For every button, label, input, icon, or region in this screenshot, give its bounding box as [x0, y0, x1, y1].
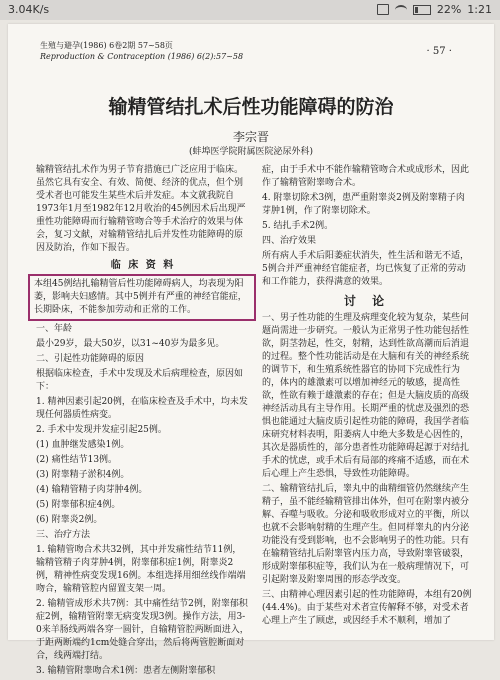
discussion-2: 二、输精管结扎后，睾丸中的曲精细管仍然继续产生精子，虽不能经输精管排出体外，但可在附睾内被分解、吞噬与吸收。分泌和吸收形成对立的平衡，所以也就不会影响射精的生理产生。但同样睾丸的内分泌功能没有受到影响，也不会影响男子的性功能。只有在输精管结扎后附睾管内压力高，导致附睾管破裂，形成附睾郁积症等，我们认为在一般病理情况下，可引起附睾及附睾周围的形态学改变。	[262, 484, 470, 585]
intro-paragraph: 输精管结扎术作为男子节育措施已广泛应用于临床。虽然它具有安全、有效、简便、经济的优点，但个别受术者也可能发生某些术后并发症。本文就我院自1973年1月至1982年12月收治的45例因术后出现严重性功能障碍而行输精管吻合等手术治疗的效果与体会，复习文献，对输精管结扎后并发性功能障碍的原因及防治，作如下报告。	[36, 165, 246, 253]
para-cause-2-5: (5) 附睾郁积症4例。	[36, 500, 121, 510]
section-heading-clinical: 临 床 资 料	[110, 260, 176, 271]
para-r5: 所有病人手术后阳萎症状消失，性生活和谐无不适，5例合并严重神经官能症者，均已恢复了正常的劳动和工作能力，获得满意的效果。	[262, 251, 470, 287]
right-column	[262, 164, 472, 630]
clock: 1:21	[467, 3, 492, 16]
para-cause: 根据临床检查，手术中发现及术后病理检查，原因如下：	[36, 369, 244, 392]
left-column	[36, 164, 250, 680]
para-cause-2-4: (4) 输精管精子肉芽肿4例。	[36, 485, 148, 495]
battery-percent: 22%	[436, 3, 462, 16]
para-r2: 4. 附睾切除术3例，患严重附睾炎2例及附睾精子肉芽肿1例，作了附睾切除术。	[262, 193, 465, 216]
section-heading-discussion: 讨 论	[343, 294, 391, 308]
wifi-icon	[395, 5, 407, 15]
para-treatment-1: 1. 输精管吻合术共32例，其中并发痛性结节11例，输精管精子肉芽肿4例，附睾郁积症1例，附睾炎2例，精神性病变发现16例。本组选择用细丝线作端端吻合，输精管腔内留置支架一周。	[36, 545, 246, 594]
discussion-1: 一、男子性功能的生理及病理变化较为复杂，某些问题尚需进一步研究。一般认为正常男子性功能包括性欲，阴茎勃起，性交，射精，达到性欲高潮而后消退的过程。整个性功能活动是在大脑和有关的神经系统的调节下，和生殖系统性器官的协同下完成性行为的，体内的雄激素可以增加神经元的敏感，提高性欲，性欲有赖于雄激素的存在；但是大脑皮质的高级神经活动具有主导作用。长期严重的忧虑及强烈的恐惧也能通过大脑皮质引起性功能的障碍，我国学者临床研究材料表明，阳萎病人中绝大多数是心因性的，其次是器质性的，部分患者性功能障碍起源于对结扎手术的忧虑，或手术后有局部的疼痛不适感，而在术后心理上产生恐惧，导致性功能障碍。	[262, 313, 470, 479]
journal-line-en: Reproduction & Contraception (1986) 6(2):57~58	[40, 52, 244, 61]
author: 李宗晋	[232, 130, 269, 144]
document-page	[8, 24, 494, 676]
notification-icon	[377, 4, 389, 15]
journal-header	[40, 40, 243, 62]
page-number: · 57 ·	[426, 46, 452, 57]
para-r4: 四、治疗效果	[262, 236, 317, 246]
para-treatment-2: 2. 输精管成形术共7例：其中痛性结节2例，附睾郁积症2例，输精管附睾无病变发现3例。操作方法，用3-0来羊肠线两端各穿一圆针，自输精管腔两断面进入，于距两断端约1cm处缝合穿出，然后将两管腔断面对合，线两端打结。	[36, 599, 249, 661]
para-cause-2-3: (3) 附睾精子淤积4例。	[36, 470, 130, 480]
battery-icon	[413, 5, 431, 15]
para-r3: 5. 结扎手术2例。	[262, 221, 334, 231]
para-cause-2-6: (6) 附睾炎2例。	[36, 515, 103, 525]
affiliation: (蚌埠医学院附属医院泌尿外科)	[188, 147, 314, 157]
para-cause-2-1: (1) 血肿继发感染1例。	[36, 440, 130, 450]
para-treatment-3: 3. 输精管附睾吻合术1例：患者左侧附睾郁积	[36, 666, 216, 676]
highlighted-paragraph: 本组45例结扎输精管后性功能障碍病人，均表现为阳萎，影响夫妇感情。其中5例并有严重的神经官能症，长期卧床，不能参加劳动和正常的工作。	[28, 274, 256, 321]
para-age: 最小29岁，最大50岁，以31~40岁为最多见。	[36, 339, 225, 349]
para-r1: 症，由于手术中不能作输精管吻合术或成形术，因此作了输精管附睾吻合术。	[262, 165, 470, 188]
discussion-3: 三、由精神心理因素引起的性功能障碍，本组有20例(44.4%)。由于某些对术者宣传解释不够，对受术者心理上产生了顾虑，或因经手术不顺利，增加了	[262, 590, 472, 626]
journal-line-cn: 生殖与避孕(1986) 6卷2期 57~58页	[40, 41, 173, 50]
para-cause-2: 2. 手术中发现并发症引起25例。	[36, 425, 167, 435]
network-speed: 3.04K/s	[8, 3, 50, 16]
article-title: 输精管结扎术后性功能障碍的防治	[108, 96, 394, 118]
para-cause-heading: 二、引起性功能障碍的原因	[36, 354, 145, 364]
para-cause-1: 1. 精神因素引起20例，在临床检查及手术中，均未发现任何器质性病变。	[36, 397, 248, 420]
para-treatment-heading: 三、治疗方法	[36, 530, 91, 540]
status-bar	[0, 0, 500, 20]
status-icons	[377, 3, 492, 16]
para-cause-2-2: (2) 痛性结节13例。	[36, 455, 118, 465]
para-age-heading: 一、年龄	[36, 324, 73, 334]
